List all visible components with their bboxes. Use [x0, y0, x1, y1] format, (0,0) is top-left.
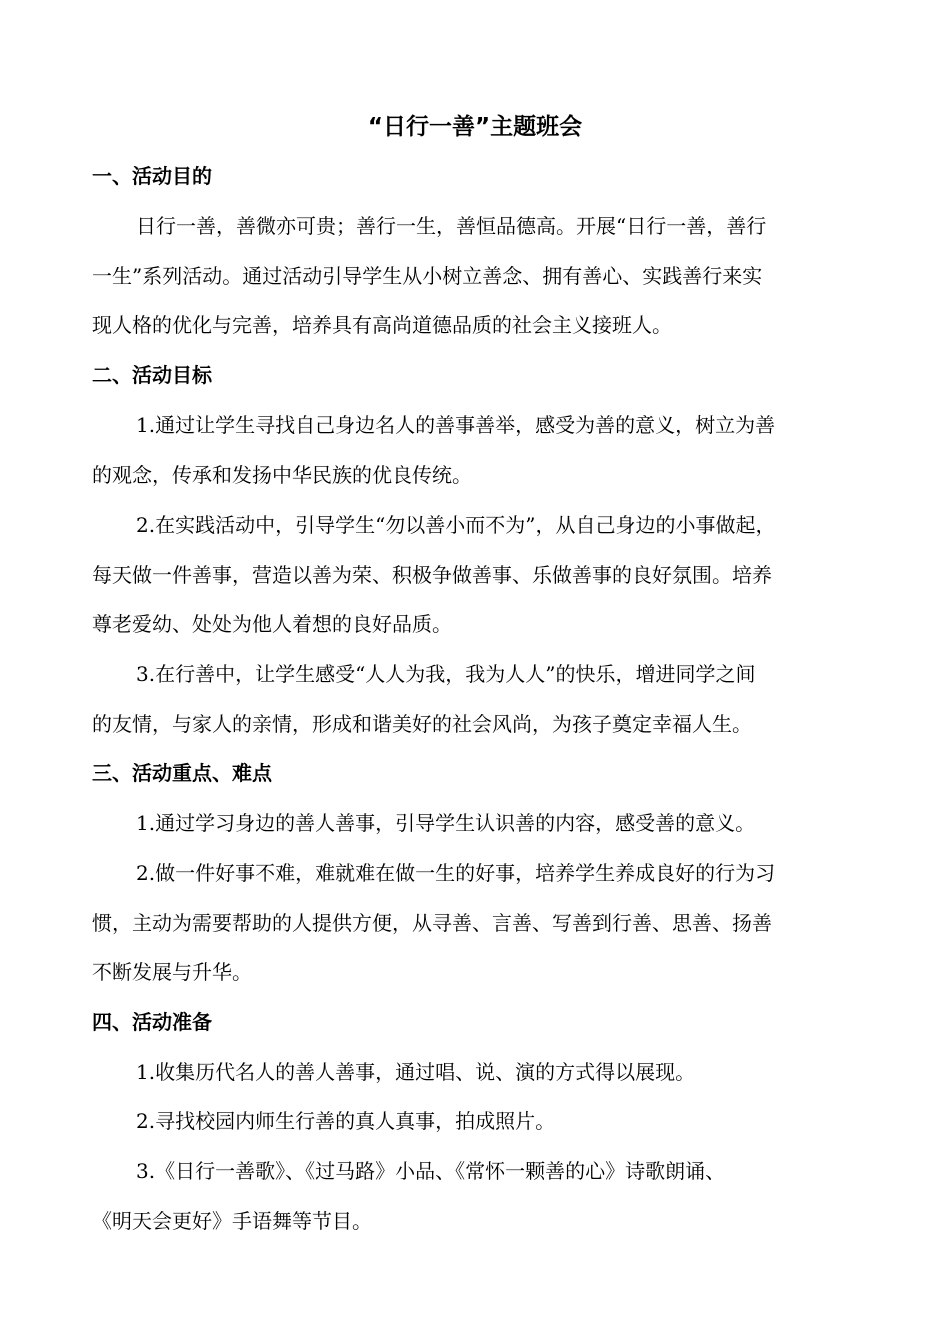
paragraph-line: 一生”系列活动。通过活动引导学生从小树立善念、拥有善心、实践善行来实 — [92, 264, 763, 288]
section-heading-preparation: 四、活动准备 — [92, 1010, 212, 1034]
paragraph-line: 3.在行善中，让学生感受“人人为我，我为人人”的快乐，增进同学之间 — [136, 662, 756, 686]
document-title: “日行一善”主题班会 — [367, 114, 583, 140]
paragraph-line: 不断发展与升华。 — [92, 960, 252, 984]
paragraph-line: 的观念，传承和发扬中华民族的优良传统。 — [92, 463, 472, 487]
paragraph-line: 2.做一件好事不难，难就难在做一生的好事，培养学生养成良好的行为习 — [136, 861, 776, 885]
paragraph-line: 1.通过让学生寻找自己身边名人的善事善举，感受为善的意义，树立为善 — [136, 413, 776, 437]
paragraph-line: 2.寻找校园内师生行善的真人真事，拍成照片。 — [136, 1109, 556, 1133]
section-heading-purpose: 一、活动目的 — [92, 164, 212, 188]
paragraph-line: 1.通过学习身边的善人善事，引导学生认识善的内容，感受善的意义。 — [136, 811, 756, 835]
paragraph-line: 日行一善，善微亦可贵；善行一生，善恒品德高。开展“日行一善，善行 — [136, 214, 767, 238]
paragraph-line: 尊老爱幼、处处为他人着想的良好品质。 — [92, 612, 452, 636]
paragraph-line: 《明天会更好》手语舞等节目。 — [92, 1209, 372, 1233]
paragraph-line: 3.《日行一善歌》、《过马路》小品、《常怀一颗善的心》诗歌朗诵、 — [136, 1159, 726, 1183]
paragraph-line: 1.收集历代名人的善人善事，通过唱、说、演的方式得以展现。 — [136, 1060, 696, 1084]
paragraph-line: 2.在实践活动中，引导学生“勿以善小而不为”，从自己身边的小事做起， — [136, 513, 776, 537]
paragraph-line: 每天做一件善事，营造以善为荣、积极争做善事、乐做善事的良好氛围。培养 — [92, 563, 772, 587]
section-heading-key-points: 三、活动重点、难点 — [92, 761, 272, 785]
section-heading-goals: 二、活动目标 — [92, 363, 212, 387]
paragraph-line: 现人格的优化与完善，培养具有高尚道德品质的社会主义接班人。 — [92, 313, 672, 337]
paragraph-line: 惯，主动为需要帮助的人提供方便，从寻善、言善、写善到行善、思善、扬善 — [92, 911, 772, 935]
paragraph-line: 的友情，与家人的亲情，形成和谐美好的社会风尚，为孩子奠定幸福人生。 — [92, 712, 752, 736]
